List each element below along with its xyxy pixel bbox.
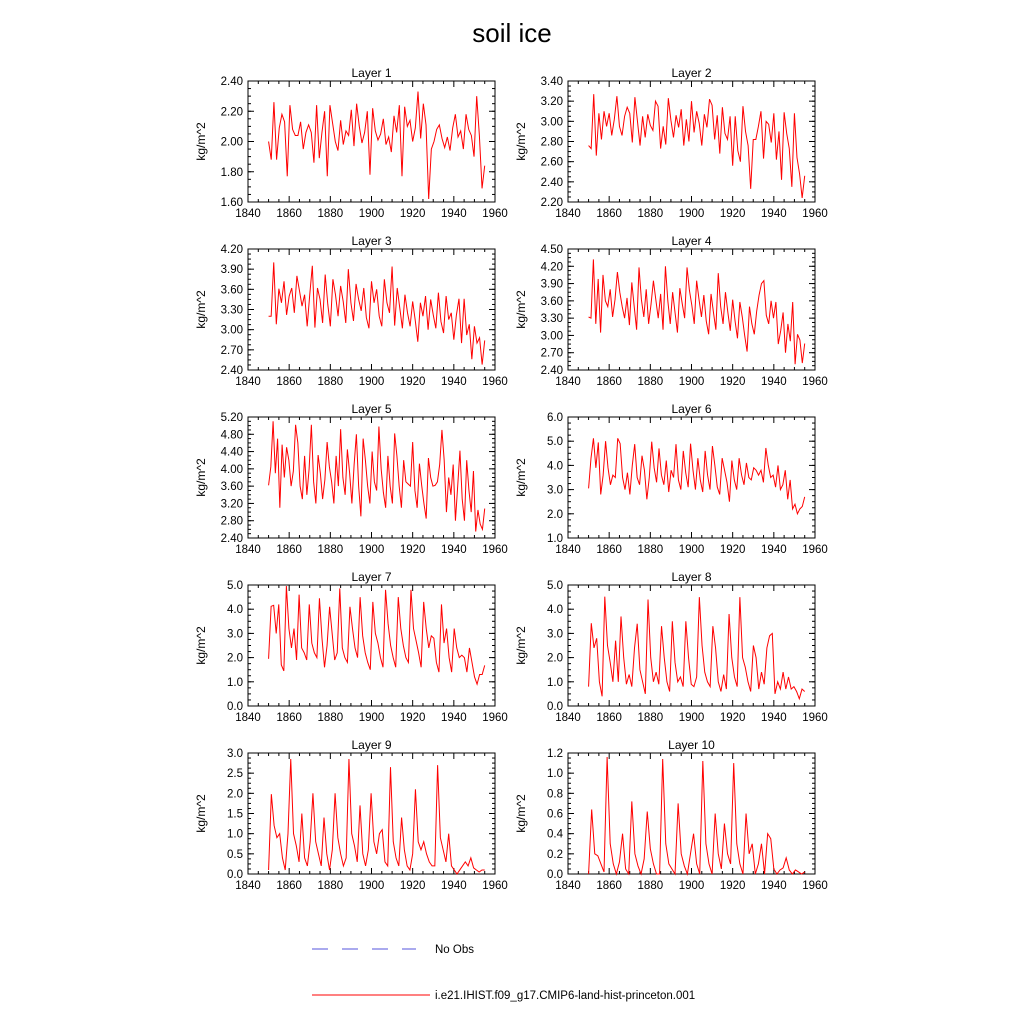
y-tick-label: 0.0 (227, 869, 243, 881)
x-tick-label: 1960 (802, 208, 828, 220)
y-tick-label: 5.0 (547, 580, 563, 592)
x-tick-label: 1900 (358, 376, 385, 388)
x-tick-label: 1880 (637, 376, 664, 388)
y-tick-label: 4.20 (220, 244, 243, 256)
y-axis-label: kg/m^2 (514, 794, 528, 833)
y-tick-label: 3.0 (227, 748, 243, 760)
series-line-layer-4 (589, 259, 805, 364)
y-axis-label: kg/m^2 (194, 122, 208, 161)
chart-panel-layer-3 (194, 234, 508, 388)
panel-title: Layer 5 (351, 402, 392, 416)
x-tick-label: 1960 (802, 376, 828, 388)
panel-title: Layer 1 (351, 66, 392, 80)
y-tick-label: 1.5 (227, 808, 243, 821)
y-tick-label: 4.40 (220, 446, 243, 459)
y-tick-label: 3.0 (547, 628, 563, 641)
y-tick-label: 2.70 (220, 344, 243, 357)
y-tick-label: 4.00 (220, 463, 243, 476)
plot-frame (568, 753, 815, 874)
chart-panel-layer-10 (514, 738, 828, 892)
x-tick-label: 1860 (276, 544, 302, 556)
legend-no-obs-label: No Obs (435, 944, 474, 956)
x-tick-label: 1900 (358, 712, 385, 724)
x-tick-label: 1940 (761, 544, 787, 556)
x-tick-label: 1900 (358, 544, 385, 556)
x-tick-label: 1960 (802, 880, 828, 892)
y-tick-label: 3.90 (220, 264, 243, 277)
panel-title: Layer 3 (351, 234, 392, 248)
y-tick-label: 0.0 (547, 869, 563, 881)
y-tick-label: 2.0 (547, 652, 563, 665)
x-tick-label: 1920 (719, 712, 746, 724)
x-tick-label: 1860 (276, 208, 302, 220)
y-tick-label: 2.40 (220, 533, 243, 545)
x-tick-label: 1900 (678, 880, 705, 892)
chart-panel-layer-6 (514, 402, 828, 556)
y-tick-label: 0.6 (547, 808, 563, 821)
y-tick-label: 3.60 (220, 284, 243, 297)
y-tick-label: 0.0 (227, 701, 243, 713)
legend-model-run-label: i.e21.IHIST.f09_g17.CMIP6-land-hist-princeton.001 (435, 990, 696, 1002)
x-tick-label: 1880 (317, 544, 344, 556)
x-tick-label: 1860 (596, 880, 622, 892)
y-tick-label: 4.80 (220, 429, 243, 442)
x-tick-label: 1940 (441, 208, 467, 220)
y-tick-label: 3.20 (220, 498, 243, 511)
y-tick-label: 2.00 (220, 136, 243, 149)
x-tick-label: 1940 (441, 544, 467, 556)
y-tick-label: 3.00 (540, 116, 563, 129)
y-tick-label: 4.0 (547, 604, 563, 617)
y-tick-label: 0.0 (547, 701, 563, 713)
series-line-layer-8 (589, 597, 805, 699)
y-tick-label: 2.40 (540, 176, 563, 189)
x-tick-label: 1860 (596, 544, 622, 556)
x-tick-label: 1940 (761, 376, 787, 388)
x-tick-label: 1840 (235, 376, 261, 388)
y-axis-label: kg/m^2 (194, 794, 208, 833)
y-tick-label: 6.0 (547, 412, 563, 424)
x-tick-label: 1920 (719, 376, 746, 388)
x-tick-label: 1840 (235, 544, 261, 556)
x-tick-label: 1840 (235, 880, 261, 892)
x-tick-label: 1840 (235, 208, 261, 220)
plot-frame (568, 417, 815, 538)
y-tick-label: 4.20 (540, 261, 563, 274)
x-tick-label: 1860 (596, 712, 622, 724)
x-tick-label: 1960 (482, 544, 508, 556)
y-axis-label: kg/m^2 (194, 290, 208, 329)
x-tick-label: 1840 (235, 712, 261, 724)
y-tick-label: 3.0 (547, 484, 563, 497)
y-tick-label: 2.20 (540, 197, 563, 209)
x-tick-label: 1940 (441, 712, 467, 724)
panel-title: Layer 10 (668, 738, 715, 752)
y-tick-label: 2.0 (227, 788, 243, 801)
x-tick-label: 1880 (637, 544, 664, 556)
x-tick-label: 1860 (276, 376, 302, 388)
y-tick-label: 0.2 (547, 848, 563, 861)
y-tick-label: 2.80 (540, 136, 563, 149)
y-tick-label: 1.0 (227, 828, 243, 841)
y-axis-label: kg/m^2 (514, 290, 528, 329)
y-tick-label: 3.40 (540, 76, 563, 88)
y-tick-label: 0.5 (227, 848, 243, 861)
x-tick-label: 1840 (555, 544, 581, 556)
y-tick-label: 3.90 (540, 278, 563, 291)
x-tick-label: 1860 (276, 712, 302, 724)
y-tick-label: 1.0 (227, 676, 243, 689)
x-tick-label: 1880 (637, 208, 664, 220)
x-tick-label: 1940 (761, 208, 787, 220)
plot-frame (248, 249, 495, 370)
chart-panel-layer-7 (194, 570, 508, 724)
y-axis-label: kg/m^2 (194, 626, 208, 665)
x-tick-label: 1900 (678, 712, 705, 724)
series-line-layer-9 (269, 759, 485, 874)
x-tick-label: 1880 (317, 208, 344, 220)
x-tick-label: 1840 (555, 712, 581, 724)
y-tick-label: 1.80 (220, 166, 243, 179)
x-tick-label: 1920 (399, 208, 426, 220)
x-tick-label: 1840 (555, 880, 581, 892)
panel-title: Layer 2 (671, 66, 712, 80)
y-tick-label: 2.40 (220, 76, 243, 88)
x-tick-label: 1900 (358, 208, 385, 220)
x-tick-label: 1920 (719, 544, 746, 556)
y-axis-label: kg/m^2 (514, 122, 528, 161)
y-tick-label: 1.0 (547, 533, 563, 545)
y-tick-label: 3.30 (540, 313, 563, 326)
y-tick-label: 3.60 (540, 295, 563, 308)
panel-title: Layer 9 (351, 738, 392, 752)
x-tick-label: 1920 (719, 880, 746, 892)
plot-frame (248, 753, 495, 874)
chart-panel-layer-1 (194, 66, 508, 220)
y-tick-label: 5.20 (220, 412, 243, 424)
y-tick-label: 3.60 (220, 481, 243, 494)
y-axis-label: kg/m^2 (194, 458, 208, 497)
x-tick-label: 1840 (555, 376, 581, 388)
y-tick-label: 3.00 (220, 324, 243, 337)
y-tick-label: 5.0 (547, 436, 563, 449)
y-tick-label: 2.80 (220, 515, 243, 528)
x-tick-label: 1920 (719, 208, 746, 220)
y-tick-label: 2.20 (220, 106, 243, 119)
panel-title: Layer 7 (351, 570, 392, 584)
x-tick-label: 1940 (441, 880, 467, 892)
y-tick-label: 2.0 (227, 652, 243, 665)
y-tick-label: 2.0 (547, 508, 563, 521)
x-tick-label: 1940 (441, 376, 467, 388)
y-axis-label: kg/m^2 (514, 626, 528, 665)
x-tick-label: 1860 (596, 208, 622, 220)
x-tick-label: 1880 (317, 376, 344, 388)
x-tick-label: 1960 (482, 712, 508, 724)
y-tick-label: 0.4 (547, 828, 563, 841)
x-tick-label: 1940 (761, 880, 787, 892)
chart-panel-layer-8 (514, 570, 828, 724)
y-tick-label: 1.2 (547, 748, 563, 760)
series-line-layer-7 (269, 586, 485, 684)
series-line-layer-10 (589, 757, 805, 874)
y-tick-label: 5.0 (227, 580, 243, 592)
y-tick-label: 3.00 (540, 330, 563, 343)
panel-title: Layer 8 (671, 570, 712, 584)
series-line-layer-2 (589, 94, 805, 198)
series-line-layer-5 (269, 421, 485, 531)
x-tick-label: 1920 (399, 712, 426, 724)
y-tick-label: 3.20 (540, 96, 563, 109)
chart-panel-layer-9 (194, 738, 508, 892)
x-tick-label: 1900 (678, 376, 705, 388)
x-tick-label: 1920 (399, 544, 426, 556)
x-tick-label: 1940 (761, 712, 787, 724)
y-tick-label: 4.50 (540, 244, 563, 256)
x-tick-label: 1960 (482, 880, 508, 892)
y-tick-label: 1.0 (547, 768, 563, 781)
y-tick-label: 1.60 (220, 197, 243, 209)
x-tick-label: 1860 (596, 376, 622, 388)
x-tick-label: 1840 (555, 208, 581, 220)
panel-grid (194, 66, 828, 892)
y-tick-label: 2.70 (540, 347, 563, 360)
x-tick-label: 1860 (276, 880, 302, 892)
chart-panel-layer-2 (514, 66, 828, 220)
y-tick-label: 1.0 (547, 676, 563, 689)
x-tick-label: 1960 (802, 712, 828, 724)
x-tick-label: 1960 (802, 544, 828, 556)
x-tick-label: 1880 (317, 712, 344, 724)
series-line-layer-3 (269, 262, 485, 364)
x-tick-label: 1960 (482, 376, 508, 388)
y-tick-label: 2.60 (540, 156, 563, 169)
series-line-layer-1 (269, 92, 485, 199)
y-tick-label: 4.0 (227, 604, 243, 617)
panel-title: Layer 4 (671, 234, 712, 248)
panel-title: Layer 6 (671, 402, 712, 416)
y-tick-label: 4.0 (547, 460, 563, 473)
x-tick-label: 1920 (399, 376, 426, 388)
x-tick-label: 1900 (678, 544, 705, 556)
y-axis-label: kg/m^2 (514, 458, 528, 497)
chart-panel-layer-5 (194, 402, 508, 556)
x-tick-label: 1880 (637, 880, 664, 892)
x-tick-label: 1880 (637, 712, 664, 724)
plot-frame (568, 249, 815, 370)
y-tick-label: 2.5 (227, 768, 243, 781)
legend (312, 944, 695, 1002)
y-tick-label: 2.40 (220, 365, 243, 377)
y-tick-label: 3.30 (220, 304, 243, 317)
x-tick-label: 1900 (358, 880, 385, 892)
y-tick-label: 3.0 (227, 628, 243, 641)
y-tick-label: 0.8 (547, 788, 563, 801)
y-tick-label: 2.40 (540, 365, 563, 377)
x-tick-label: 1920 (399, 880, 426, 892)
figure-title: soil ice (472, 18, 552, 48)
chart-panel-layer-4 (514, 234, 828, 388)
x-tick-label: 1960 (482, 208, 508, 220)
series-line-layer-6 (589, 438, 805, 514)
x-tick-label: 1900 (678, 208, 705, 220)
x-tick-label: 1880 (317, 880, 344, 892)
